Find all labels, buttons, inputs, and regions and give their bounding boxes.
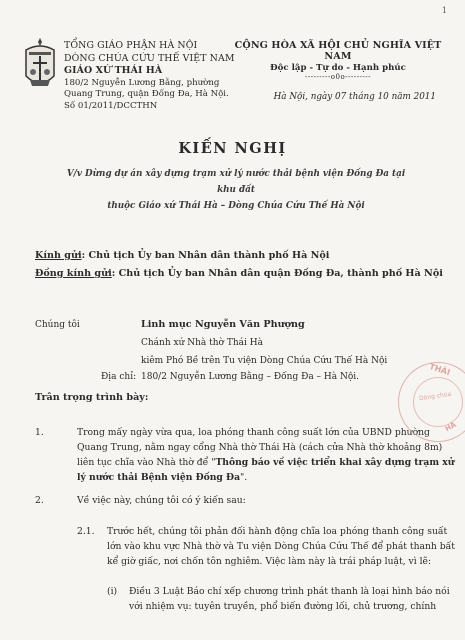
cc-text: : Chủ tịch Ủy ban Nhân dân quận Đống Đa, thành phố Hà Nội bbox=[111, 268, 443, 279]
document-subject bbox=[60, 166, 412, 214]
item-line: Điều 3 Luật Báo chí xếp chương trình phát thanh là loại hình báo nói bbox=[129, 586, 450, 597]
subject-line1: V/v Dừng dự án xây dựng trạm xử lý nước thải bệnh viện Đống Đa tại khu đất bbox=[66, 169, 406, 195]
list-item bbox=[77, 524, 455, 572]
item-line bbox=[77, 470, 247, 485]
item-bold-text: Thông báo về việc triển khai xây dựng trạm xử bbox=[215, 457, 455, 468]
page-number: 1 bbox=[441, 6, 447, 15]
item-line: Quang Trung, nằm ngay cổng Nhà thờ Thái Hà (cách cửa Nhà thờ khoảng 8m) bbox=[77, 442, 443, 453]
header-right bbox=[228, 40, 448, 102]
congregation-name: DÒNG CHÚA CỨU THẾ VIỆT NAM bbox=[64, 52, 235, 64]
document-number: Số 01/2011/DCCTHN bbox=[64, 100, 158, 111]
item-number: 2.1. bbox=[77, 526, 95, 537]
item-text: ". bbox=[240, 472, 248, 483]
sender-we-label: Chúng tôi bbox=[35, 320, 80, 330]
header-left bbox=[64, 40, 239, 113]
item-line: kể giờ giấc, nơi chốn tôn nghiêm. Việc làm này là trái pháp luật, vì lẽ: bbox=[107, 556, 432, 567]
recipient-label: Kính gửi bbox=[35, 250, 82, 261]
parish-address-line1: 180/2 Nguyễn Lương Bằng, phường bbox=[64, 77, 220, 88]
national-motto: Độc lập - Tự do - Hạnh phúc bbox=[270, 63, 406, 73]
subject-line2: thuộc Giáo xứ Thái Hà – Dòng Chúa Cứu Thế Hà Nội bbox=[107, 201, 365, 211]
item-number: 1. bbox=[35, 427, 44, 438]
greeting: Trân trọng trình bày: bbox=[35, 392, 149, 403]
archdiocese-name: TỔNG GIÁO PHẬN HÀ NỘI bbox=[64, 40, 198, 51]
header-separator: ---------o0o--------- bbox=[305, 73, 371, 81]
item-line: lớn vào khu vực Nhà thờ và Tu viện Dòng Chúa Cứu Thế để phát thanh bất bbox=[107, 541, 455, 552]
list-item bbox=[35, 425, 455, 489]
church-emblem-icon bbox=[22, 36, 58, 92]
item-bold-text: lý nước thải Bệnh viện Đống Đa bbox=[77, 472, 241, 483]
list-item bbox=[35, 493, 435, 509]
item-number: 2. bbox=[35, 495, 44, 506]
list-item bbox=[107, 584, 450, 618]
sender-address-label: Địa chỉ: bbox=[101, 372, 137, 382]
item-line: Trong mấy ngày vừa qua, loa phóng thanh công suất lớn của UBND phường bbox=[77, 427, 430, 438]
sender-role1: Chánh xứ Nhà thờ Thái Hà bbox=[141, 338, 263, 348]
item-number: (i) bbox=[107, 586, 118, 597]
recipient-cc bbox=[35, 268, 443, 279]
parish-name: GIÁO XỨ THÁI HÀ bbox=[64, 65, 163, 77]
recipient-text: : Chủ tịch Ủy ban Nhân dân thành phố Hà Nội bbox=[81, 250, 330, 261]
document-date: Hà Nội, ngày 07 tháng 10 năm 2011 bbox=[273, 92, 436, 102]
stamp-text-middle: Dòng chúa bbox=[418, 390, 452, 403]
recipient-main bbox=[35, 250, 329, 261]
stamp-text-bottom: HÀ bbox=[443, 420, 458, 434]
cc-label: Đồng kính gửi bbox=[35, 268, 112, 279]
document-title: KIẾN NGHỊ bbox=[178, 140, 287, 157]
item-line: với nhiệm vụ: tuyên truyền, phổ biến đường lối, chủ trương, chính bbox=[129, 601, 437, 612]
stamp-text-top: THÁI bbox=[428, 361, 452, 378]
national-title: CỘNG HÒA XÃ HỘI CHỦ NGHĨA VIỆT NAM bbox=[234, 40, 442, 62]
item-line bbox=[77, 455, 454, 470]
item-text: liên tục chĩa vào Nhà thờ để " bbox=[77, 457, 216, 468]
sender-role2: kiêm Phó Bề trên Tu viện Dòng Chúa Cứu Thế Hà Nội bbox=[141, 356, 388, 366]
parish-address-line2: Quang Trung, quận Đống Đa, Hà Nội. bbox=[64, 89, 229, 100]
item-line: Về việc này, chúng tôi có ý kiến sau: bbox=[77, 495, 246, 506]
item-line: Trước hết, chúng tôi phản đối hành động chĩa loa phóng thanh công suất bbox=[107, 526, 448, 537]
sender-name: Linh mục Nguyễn Văn Phượng bbox=[141, 319, 305, 330]
sender-address: 180/2 Nguyễn Lương Bằng – Đống Đa – Hà Nội. bbox=[141, 372, 360, 382]
